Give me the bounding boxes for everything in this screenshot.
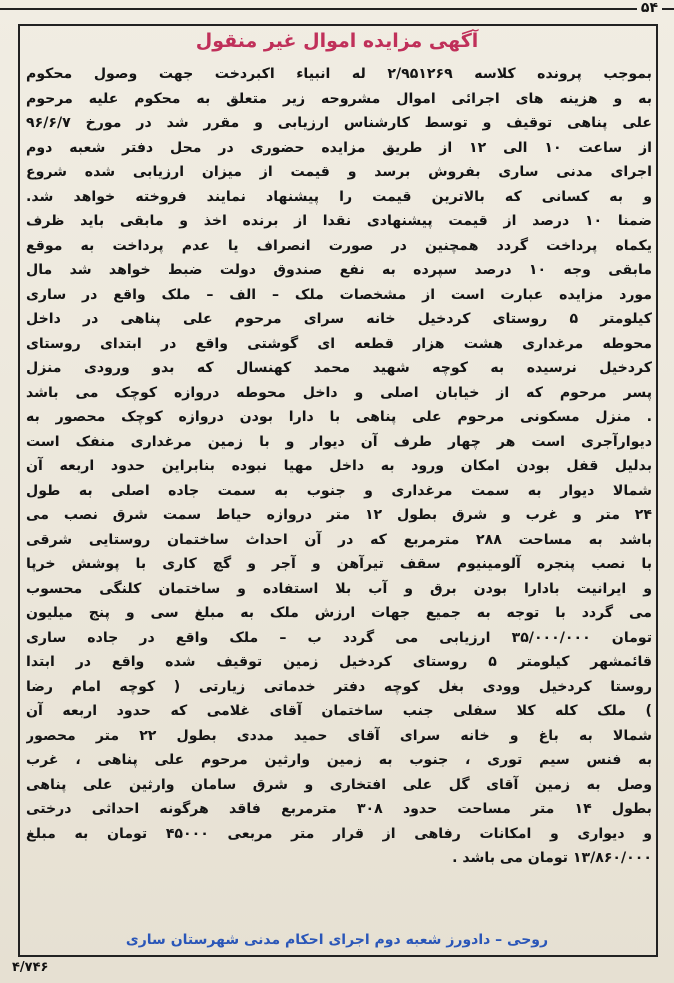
notice-line: شمالا به باغ و خانه سرای آقای حمید مددی بطول ۲۲ متر محصور bbox=[26, 727, 652, 744]
page-number: ۵۴ bbox=[637, 0, 662, 16]
notice-line: و به کسانی که بالاترین قیمت را پیشنهاد نمایند فروخته خواهد شد. bbox=[26, 188, 652, 205]
notice-line: . منزل مسکونی مرحوم علی پناهی با دارا بودن دروازه کوچک محصور به bbox=[26, 409, 652, 425]
notice-line: مابقی وجه ۱۰ درصد سپرده به نفع صندوق دولت ضبط خواهد شد مال bbox=[26, 262, 652, 278]
notice-line: و ایرانیت بادارا بودن برق و آب بلا استفاده و ساختمان کلنگی محسوب bbox=[26, 580, 652, 597]
notice-line: مورد مزایده عبارت است از مشخصات ملک – الف – ملک واقع در ساری bbox=[26, 286, 652, 303]
notice-line: باشد به مساحت ۲۸۸ مترمربع که در آن احداث ساختمان روستایی شرقی bbox=[26, 531, 652, 548]
notice-line: یکماه پرداخت گردد همچنین در صورت انصراف یا عدم پرداخت به موقع bbox=[26, 237, 652, 254]
notice-line: شمالا دیوار به سمت مرغداری و جنوب به سمت جاده اصلی به طول bbox=[26, 482, 652, 499]
notice-line: می گردد با توجه به جمیع جهات ارزش ملک به مبلغ سی و پنج میلیون bbox=[26, 605, 652, 621]
notice-line: روستا کردخیل وودی بغل کوچه دفتر خدماتی زیارتی ( کوچه امام رضا bbox=[26, 678, 652, 695]
notice-line: تومان ۳۵/۰۰۰/۰۰۰ ارزیابی می گردد ب – ملک واقع در جاده ساری bbox=[26, 629, 652, 646]
notice-line: ) ملک کله کلا سفلی جنب ساختمان آقای غلامی که حدود اربعه آن bbox=[26, 703, 652, 719]
signature-line: روحی – دادورز شعبه دوم اجرای احکام مدنی شهرستان ساری bbox=[125, 932, 549, 948]
notice-line: بموجب پرونده کلاسه ۲/۹۵۱۲۶۹ له انبیاء اکبردخت جهت وصول محکوم bbox=[26, 66, 652, 82]
notice-line: ضمنا ۱۰ درصد از قیمت پیشنهادی نقدا از برنده اخذ و مابقی باید ظرف bbox=[26, 213, 652, 229]
notice-line: دیوارآجری است هر چهار طرف آن دیوار و با زمین مرغداری منفک است bbox=[26, 433, 652, 450]
notice-line: با نصب پنجره آلومینیوم سقف تیرآهن و آجر و گچ کاری با پوشش خرپا bbox=[26, 556, 652, 572]
notice-line: محوطه مرغداری هشت هزار قطعه ای گوشتی واقع در ابتدای روستای bbox=[26, 335, 652, 352]
notice-line: بطول ۱۴ متر مساحت حدود ۳۰۸ مترمربع فاقد هرگونه احداثی درختی bbox=[26, 801, 652, 817]
notice-body bbox=[26, 62, 652, 871]
notice-line: ۱۳/۸۶۰/۰۰۰ تومان می باشد . bbox=[452, 850, 652, 866]
notice-line: علی پناهی توقیف و توسط کارشناس ارزیابی و مقرر شد در مورخ ۹۶/۶/۷ bbox=[26, 115, 652, 131]
notice-line: به و هزینه های اجرائی اموال مشروحه زیر متعلق به محکوم علیه مرحوم bbox=[26, 90, 652, 107]
notice-line: پسر مرحوم که از خیابان اصلی و داخل محوطه دروازه کوچک می باشد bbox=[26, 384, 652, 401]
notice-line: به فنس سیم توری ، جنوب به زمین وارثین مرحوم علی پناهی ، غرب bbox=[26, 752, 652, 768]
notice-line: اجرای مدنی ساری بفروش برسد و قیمت از میزان ارزیابی شده شروع bbox=[26, 164, 652, 180]
notice-code: ۴/۷۴۶ bbox=[12, 960, 49, 975]
notice-title: آگهی مزایده اموال غیر منقول bbox=[195, 30, 479, 52]
notice-line: وصل به زمین آقای گل علی افتخاری و شرق سامان وارثین علی پناهی bbox=[26, 776, 652, 793]
notice-line: بدلیل قفل بودن امکان ورود به داخل مهیا نبوده بنابراین حدود اربعه آن bbox=[26, 458, 652, 474]
notice-line: ۲۴ متر و غرب و شرق بطول ۱۲ متر دروازه حیاط سمت شرق نصب می bbox=[26, 507, 652, 523]
notice-line: قائمشهر کیلومتر ۵ روستای کردخیل زمین توقیف شده واقع در ابتدا bbox=[26, 654, 652, 670]
top-rule bbox=[0, 8, 674, 10]
notice-line: از ساعت ۱۰ الی ۱۲ از طریق مزایده حضوری در محل دفتر شعبه دوم bbox=[26, 139, 652, 156]
notice-line: و دیواری و امکانات رفاهی از قرار متر مربعی ۴۵۰۰۰ تومان به مبلغ bbox=[26, 825, 652, 842]
notice-line: کردخیل نرسیده به کوچه شهید محمد کهنسال که بدو ورودی منزل bbox=[26, 360, 652, 376]
notice-line: کیلومتر ۵ روستای کردخیل خانه سرای مرحوم علی پناهی در داخل bbox=[26, 311, 652, 327]
